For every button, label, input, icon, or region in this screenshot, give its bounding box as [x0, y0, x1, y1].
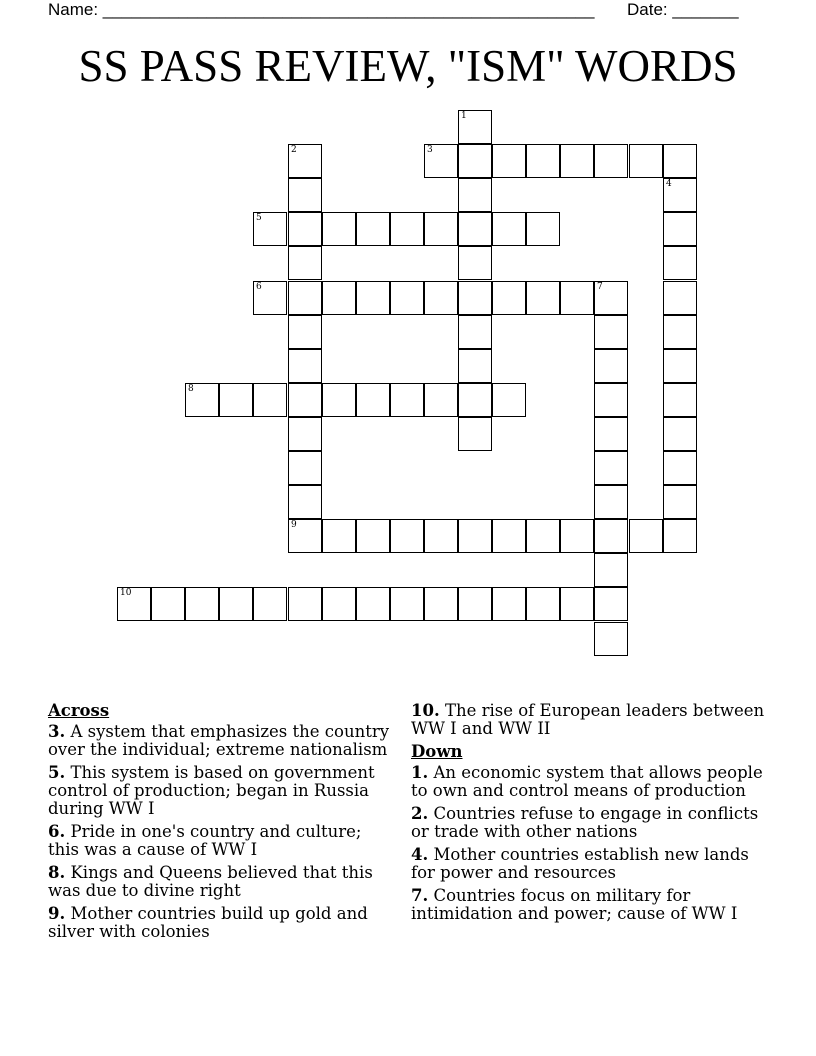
crossword-cell[interactable] [288, 587, 322, 621]
crossword-cell[interactable] [594, 622, 628, 656]
clue-number: 5 [256, 213, 262, 223]
clue-across-3: 3. A system that emphasizes the country over the individual; extreme nationalism [48, 722, 390, 759]
crossword-cell[interactable] [492, 281, 526, 315]
crossword-cell[interactable] [663, 246, 697, 280]
crossword-cell[interactable] [390, 212, 424, 246]
crossword-cell[interactable] [219, 383, 253, 417]
page-title: SS PASS REVIEW, "ISM" WORDS [78, 41, 738, 91]
clue-down-4: 4. Mother countries establish new lands for power and resources [411, 845, 749, 882]
clue-down-1: 1. An economic system that allows people to own and control means of production [411, 763, 763, 800]
crossword-cell[interactable] [185, 383, 219, 417]
crossword-cell[interactable] [424, 383, 458, 417]
crossword-cell[interactable] [492, 383, 526, 417]
crossword-cell[interactable] [560, 519, 594, 553]
crossword-cell[interactable] [288, 212, 322, 246]
clue-across-9: 9. Mother countries build up gold and silver with colonies [48, 904, 368, 941]
crossword-cell[interactable] [253, 281, 287, 315]
crossword-cell[interactable] [458, 281, 492, 315]
crossword-cell[interactable] [458, 178, 492, 212]
clue-across-6: 6. Pride in one's country and culture; this was a cause of WW I [48, 822, 362, 859]
crossword-cell[interactable] [356, 212, 390, 246]
clue-down-7: 7. Countries focus on military for intimidation and power; cause of WW I [411, 886, 738, 923]
crossword-cell[interactable] [492, 144, 526, 178]
crossword-cell[interactable] [458, 349, 492, 383]
crossword-cell[interactable] [560, 281, 594, 315]
clue-number: 6 [256, 282, 262, 292]
down-heading: Down [411, 742, 463, 761]
crossword-cell[interactable] [663, 417, 697, 451]
crossword-cell[interactable] [526, 144, 560, 178]
clue-number: 1 [461, 111, 467, 121]
crossword-cell[interactable] [288, 281, 322, 315]
crossword-cell[interactable] [594, 315, 628, 349]
crossword-cell[interactable] [390, 383, 424, 417]
crossword-cell[interactable] [390, 519, 424, 553]
crossword-cell[interactable] [151, 587, 185, 621]
crossword-cell[interactable] [663, 144, 697, 178]
crossword-cell[interactable] [288, 485, 322, 519]
crossword-cell[interactable] [288, 315, 322, 349]
crossword-cell[interactable] [185, 587, 219, 621]
crossword-cell[interactable] [663, 212, 697, 246]
crossword-cell[interactable] [322, 281, 356, 315]
crossword-cell[interactable] [594, 281, 628, 315]
crossword-cell[interactable] [253, 383, 287, 417]
clue-number: 10 [120, 588, 132, 598]
crossword-cell[interactable] [356, 587, 390, 621]
crossword-cell[interactable] [424, 587, 458, 621]
crossword-cell[interactable] [594, 349, 628, 383]
crossword-cell[interactable] [288, 383, 322, 417]
crossword-cell[interactable] [356, 519, 390, 553]
crossword-cell[interactable] [663, 349, 697, 383]
crossword-cell[interactable] [560, 144, 594, 178]
clue-number: 9 [291, 520, 297, 530]
clue-number: 7 [597, 282, 603, 292]
crossword-cell[interactable] [492, 212, 526, 246]
clues-column-left [48, 702, 393, 946]
crossword-cell[interactable] [458, 246, 492, 280]
crossword-cell[interactable] [288, 349, 322, 383]
crossword-cell[interactable] [560, 587, 594, 621]
clue-across-8: 8. Kings and Queens believed that this was due to divine right [48, 863, 373, 900]
crossword-cell[interactable] [288, 178, 322, 212]
clue-number: 8 [188, 384, 194, 394]
clue-across-10: 10. The rise of European leaders between WW I and WW II [411, 701, 765, 738]
crossword-cell[interactable] [458, 519, 492, 553]
crossword-cell[interactable] [322, 519, 356, 553]
crossword-cell[interactable] [594, 485, 628, 519]
clues-column-right [411, 702, 771, 928]
across-heading: Across [48, 701, 110, 720]
clue-number: 4 [666, 179, 672, 189]
crossword-cell[interactable] [288, 144, 322, 178]
crossword-cell[interactable] [458, 417, 492, 451]
crossword-cell[interactable] [594, 417, 628, 451]
crossword-cell[interactable] [629, 519, 663, 553]
crossword-cell[interactable] [117, 587, 151, 621]
crossword-cell[interactable] [526, 281, 560, 315]
crossword-cell[interactable] [492, 519, 526, 553]
crossword-cell[interactable] [253, 212, 287, 246]
crossword-cell[interactable] [458, 587, 492, 621]
crossword-cell[interactable] [356, 383, 390, 417]
crossword-cell[interactable] [458, 383, 492, 417]
crossword-cell[interactable] [526, 587, 560, 621]
crossword-cell[interactable] [663, 451, 697, 485]
name-field[interactable]: Name: ____________________________________________________ [48, 0, 595, 19]
crossword-cell[interactable] [492, 587, 526, 621]
crossword-cell[interactable] [526, 212, 560, 246]
crossword-cell[interactable] [253, 587, 287, 621]
crossword-cell[interactable] [594, 519, 628, 553]
crossword-cell[interactable] [594, 383, 628, 417]
crossword-cell[interactable] [594, 587, 628, 621]
crossword-cell[interactable] [458, 315, 492, 349]
crossword-cell[interactable] [663, 178, 697, 212]
crossword-cell[interactable] [288, 519, 322, 553]
crossword-cell[interactable] [424, 144, 458, 178]
crossword-cell[interactable] [390, 281, 424, 315]
crossword-cell[interactable] [594, 553, 628, 587]
crossword-cell[interactable] [594, 144, 628, 178]
clue-across-5: 5. This system is based on government control of production; began in Russia during WW I [48, 763, 375, 818]
crossword-cell[interactable] [219, 587, 253, 621]
crossword-cell[interactable] [322, 587, 356, 621]
crossword-cell[interactable] [288, 246, 322, 280]
crossword-cell[interactable] [288, 417, 322, 451]
clue-number: 3 [427, 145, 433, 155]
crossword-cell[interactable] [663, 383, 697, 417]
crossword-cell[interactable] [663, 519, 697, 553]
crossword-cell[interactable] [629, 144, 663, 178]
crossword-cell[interactable] [390, 587, 424, 621]
crossword-cell[interactable] [288, 451, 322, 485]
clue-number: 2 [291, 145, 297, 155]
crossword-cell[interactable] [424, 519, 458, 553]
date-field[interactable]: Date: _______ [627, 0, 739, 19]
crossword-cell[interactable] [458, 144, 492, 178]
crossword-cell[interactable] [356, 281, 390, 315]
clue-down-2: 2. Countries refuse to engage in conflicts or trade with other nations [411, 804, 759, 841]
crossword-cell[interactable] [424, 212, 458, 246]
crossword-cell[interactable] [458, 110, 492, 144]
crossword-cell[interactable] [663, 281, 697, 315]
crossword-cell[interactable] [594, 451, 628, 485]
crossword-cell[interactable] [663, 315, 697, 349]
crossword-cell[interactable] [526, 519, 560, 553]
crossword-cell[interactable] [424, 281, 458, 315]
crossword-cell[interactable] [322, 212, 356, 246]
crossword-cell[interactable] [322, 383, 356, 417]
crossword-cell[interactable] [663, 485, 697, 519]
crossword-cell[interactable] [458, 212, 492, 246]
